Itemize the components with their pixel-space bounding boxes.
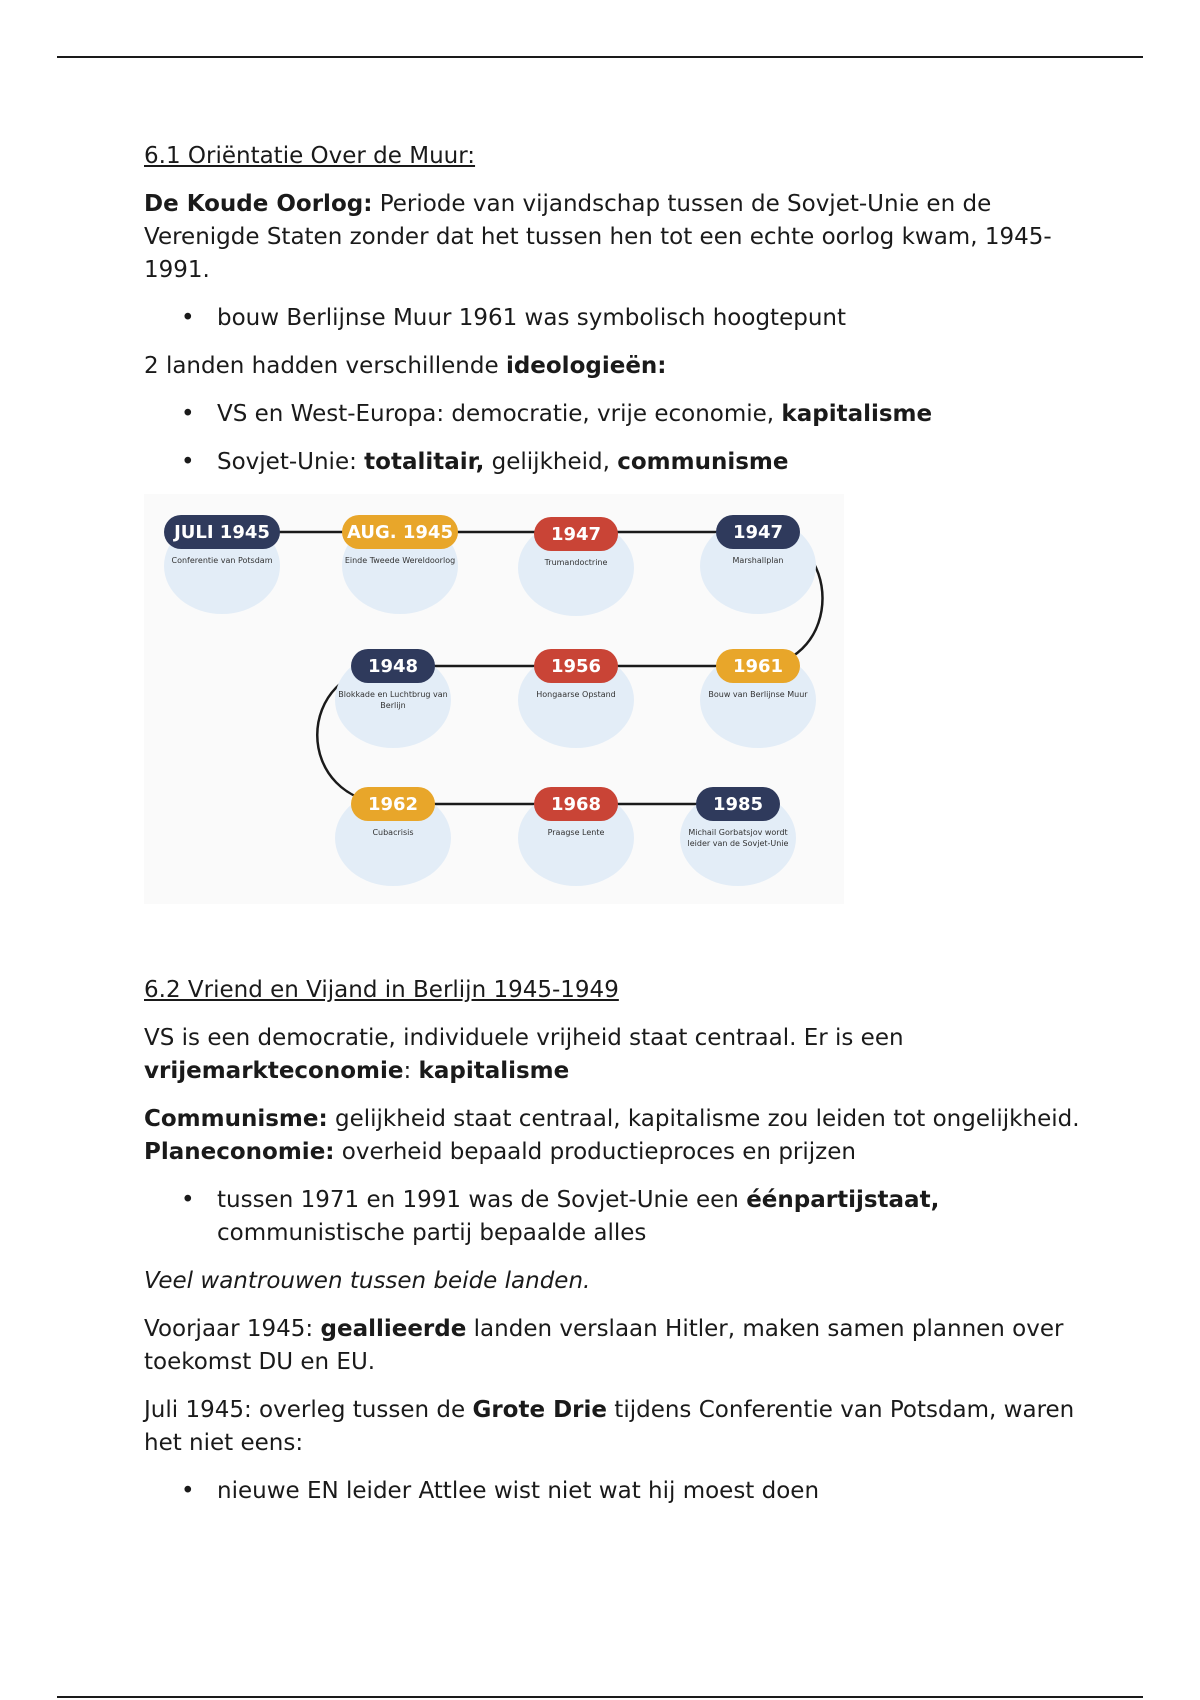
- communism-paragraph: [144, 1103, 1084, 1169]
- bullet-item: [144, 446, 1084, 479]
- bullet-dot: •: [181, 449, 195, 475]
- timeline-event: [518, 649, 634, 748]
- event-label: Michail Gorbatsjov wordt leider van de Sovjet-Unie: [687, 828, 789, 848]
- timeline-event: [342, 515, 458, 614]
- section-2-heading: 6.2 Vriend en Vijand in Berlijn 1945-1949: [144, 977, 619, 1003]
- term-planeconomie: Planeconomie:: [144, 1139, 335, 1165]
- july-1945-paragraph: [144, 1394, 1084, 1460]
- event-label: Marshallplan: [732, 556, 784, 565]
- cold-war-timeline: [144, 494, 844, 904]
- bullet-item: [144, 302, 1084, 335]
- event-year: 1947: [732, 522, 784, 543]
- distrust-note: Veel wantrouwen tussen beide landen.: [144, 1268, 591, 1294]
- bullet-dot: •: [181, 401, 195, 427]
- bottom-rule: [57, 1696, 1143, 1698]
- timeline-event: [335, 787, 451, 886]
- event-year: AUG. 1945: [347, 522, 453, 543]
- paragraph-text: gelijkheid staat centraal, kapitalisme zou leiden tot ongelijkheid.: [327, 1106, 1080, 1132]
- event-year: 1985: [712, 794, 764, 815]
- bullet-text: VS en West-Europa: democratie, vrije economie,: [217, 401, 782, 427]
- paragraph-text: Juli 1945: overleg tussen de: [144, 1397, 473, 1423]
- event-label: Bouw van Berlijnse Muur: [708, 690, 808, 699]
- definition-text: Periode van vijandschap tussen de Sovjet-Unie en de Verenigde Staten zonder dat het tussen hen tot een echte oorlog kwam, 1945-1991.: [144, 191, 1052, 283]
- bullet-text: communistische partij bepaalde alles: [217, 1220, 647, 1246]
- event-year: 1962: [367, 794, 419, 815]
- term-communisme: communisme: [617, 449, 789, 475]
- bullet-item: [144, 398, 1084, 431]
- paragraph-text: overheid bepaald productieproces en prijzen: [334, 1139, 856, 1165]
- event-year: 1947: [550, 524, 602, 545]
- event-label: Trumandoctrine: [544, 558, 608, 567]
- term-kapitalisme: kapitalisme: [418, 1058, 570, 1084]
- term-eenpartijstaat: éénpartijstaat,: [746, 1187, 940, 1213]
- term-totalitair: totalitair,: [364, 449, 485, 475]
- timeline-event: [700, 649, 816, 748]
- bullet-item: [144, 1184, 1084, 1250]
- paragraph-text: VS is een democratie, individuele vrijheid staat centraal. Er is een: [144, 1025, 904, 1051]
- event-label: Praagse Lente: [547, 828, 605, 837]
- paragraph-text: Voorjaar 1945:: [144, 1316, 321, 1342]
- bullet-text: tussen 1971 en 1991 was de Sovjet-Unie een: [217, 1187, 747, 1213]
- bullet-dot: •: [181, 305, 195, 331]
- event-label: Blokkade en Luchtbrug van Berlijn: [338, 690, 448, 710]
- event-year: 1956: [550, 656, 602, 677]
- event-label: Cubacrisis: [372, 828, 414, 837]
- document-body: [144, 140, 1084, 1523]
- event-label: Conferentie van Potsdam: [171, 556, 273, 565]
- event-year: JULI 1945: [174, 522, 270, 543]
- paragraph-text: landen verslaan Hitler, maken samen plannen over toekomst DU en EU.: [144, 1316, 1064, 1375]
- event-label: Einde Tweede Wereldoorlog: [344, 556, 456, 565]
- bullet-dot: •: [181, 1187, 195, 1213]
- timeline-event: [680, 787, 796, 886]
- timeline-event: [164, 515, 280, 614]
- timeline-event: [518, 787, 634, 886]
- bullet-dot: •: [181, 1478, 195, 1504]
- top-rule: [57, 56, 1143, 58]
- ideologies-text: 2 landen hadden verschillende: [144, 353, 506, 379]
- term-ideologieen: ideologieën:: [505, 353, 667, 379]
- section-1-heading: 6.1 Oriëntatie Over de Muur:: [144, 143, 476, 169]
- timeline-event: [700, 515, 816, 614]
- timeline-event: [518, 517, 634, 616]
- term-vrijemarkteconomie: vrijemarkteconomie: [144, 1058, 404, 1084]
- event-year: 1968: [550, 794, 602, 815]
- vs-democracy-paragraph: [144, 1022, 1084, 1088]
- ideologies-intro: [144, 350, 1084, 383]
- bullet-text: nieuwe EN leider Attlee wist niet wat hij moest doen: [217, 1478, 820, 1504]
- koude-oorlog-definition: [144, 188, 1084, 287]
- term-communisme: Communisme:: [144, 1106, 328, 1132]
- event-year: 1948: [367, 656, 419, 677]
- bullet-text: gelijkheid,: [484, 449, 618, 475]
- term-grote-drie: Grote Drie: [472, 1397, 607, 1423]
- bullet-text: bouw Berlijnse Muur 1961 was symbolisch hoogtepunt: [217, 305, 846, 331]
- paragraph-text: tijdens Conferentie van Potsdam, waren het niet eens:: [144, 1397, 1075, 1456]
- paragraph-text: :: [403, 1058, 419, 1084]
- event-year: 1961: [732, 656, 784, 677]
- bullet-item: [144, 1475, 1084, 1508]
- spring-1945-paragraph: [144, 1313, 1084, 1379]
- term-koude-oorlog: De Koude Oorlog:: [144, 191, 373, 217]
- term-kapitalisme: kapitalisme: [781, 401, 933, 427]
- bullet-text: Sovjet-Unie:: [217, 449, 365, 475]
- event-label: Hongaarse Opstand: [536, 690, 616, 699]
- timeline-event: [335, 649, 451, 748]
- timeline-graphic: [144, 494, 844, 904]
- term-geallieerde: geallieerde: [320, 1316, 467, 1342]
